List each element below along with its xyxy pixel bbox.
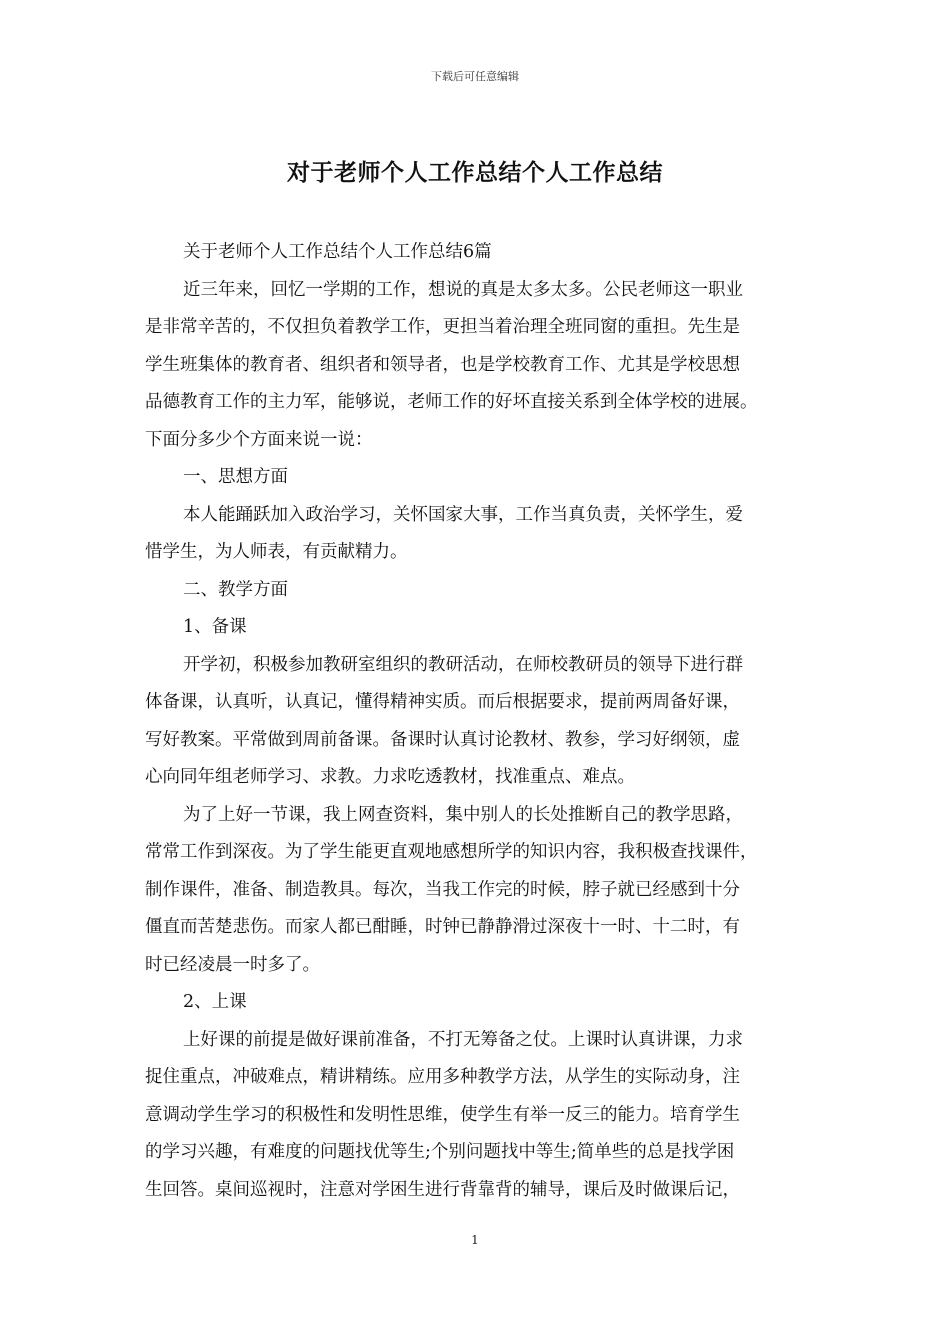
text-line: 是非常辛苦的，不仅担负着教学工作，更担当着治理全班同窗的重担。先生是 xyxy=(145,317,740,337)
header-note: 下载后可任意编辑 xyxy=(431,70,519,83)
text-line: 心向同年组老师学习、求教。力求吃透教材，找准重点、难点。 xyxy=(145,767,635,787)
text-line: 上好课的前提是做好课前准备，不打无筹备之仗。上课时认真讲课，力求 xyxy=(183,1029,743,1050)
text-line: 常常工作到深夜。为了学生能更直观地感想所学的知识内容，我积极查找课件， xyxy=(145,842,758,862)
text-line: 制作课件，准备、制造教具。每次，当我工作完的时候，脖子就已经感到十分 xyxy=(145,879,740,900)
text-line: 关于老师个人工作总结个人工作总结6篇 xyxy=(183,242,492,262)
text-line: 写好教案。平常做到周前备课。备课时认真讨论教材、教参，学习好纲领，虚 xyxy=(145,729,740,750)
text-line: 为了上好一节课，我上网查资料，集中别人的长处推断自己的教学思路， xyxy=(183,804,743,825)
text-line: 下面分多少个方面来说一说： xyxy=(145,429,373,450)
page-number: 1 xyxy=(471,1233,479,1247)
text-line: 2、上课 xyxy=(183,992,247,1012)
text-line: 体备课，认真听，认真记，懂得精神实质。而后根据要求，提前两周备好课， xyxy=(145,692,740,712)
text-line: 品德教育工作的主力军，能够说，老师工作的好坏直接关系到全体学校的进展。 xyxy=(145,392,758,412)
text-line: 学生班集体的教育者、组织者和领导者，也是学校教育工作、尤其是学校思想 xyxy=(145,354,740,375)
text-line: 1、备课 xyxy=(183,617,247,637)
text-line: 本人能踊跃加入政治学习，关怀国家大事，工作当真负责，关怀学生，爱 xyxy=(183,504,743,525)
text-line: 捉住重点，冲破难点，精讲精练。应用多种教学方法，从学生的实际动身，注 xyxy=(145,1067,740,1087)
text-line: 意调动学生学习的积极性和发明性思维，使学生有举一反三的能力。培育学生 xyxy=(145,1104,740,1125)
text-line: 近三年来，回忆一学期的工作，想说的真是太多太多。公民老师这一职业 xyxy=(183,279,743,300)
document-title: 对于老师个人工作总结个人工作总结 xyxy=(287,159,663,186)
text-line: 僵直而苦楚悲伤。而家人都已酣睡，时钟已静静滑过深夜十一时、十二时，有 xyxy=(145,917,740,937)
document-body xyxy=(145,234,821,1209)
text-line: 开学初，积极参加教研室组织的教研活动，在师校教研员的领导下进行群 xyxy=(183,654,743,675)
text-line: 二、教学方面 xyxy=(183,579,288,600)
text-line: 时已经凌晨一时多了。 xyxy=(145,954,320,975)
text-line: 生回答。桌间巡视时，注意对学困生进行背靠背的辅导，课后及时做课后记， xyxy=(145,1179,740,1200)
text-line: 惜学生，为人师表，有贡献精力。 xyxy=(145,542,408,562)
text-line: 的学习兴趣，有难度的问题找优等生;个别问题找中等生;简单些的总是找学困 xyxy=(145,1142,735,1162)
text-line: 一、思想方面 xyxy=(183,467,288,487)
